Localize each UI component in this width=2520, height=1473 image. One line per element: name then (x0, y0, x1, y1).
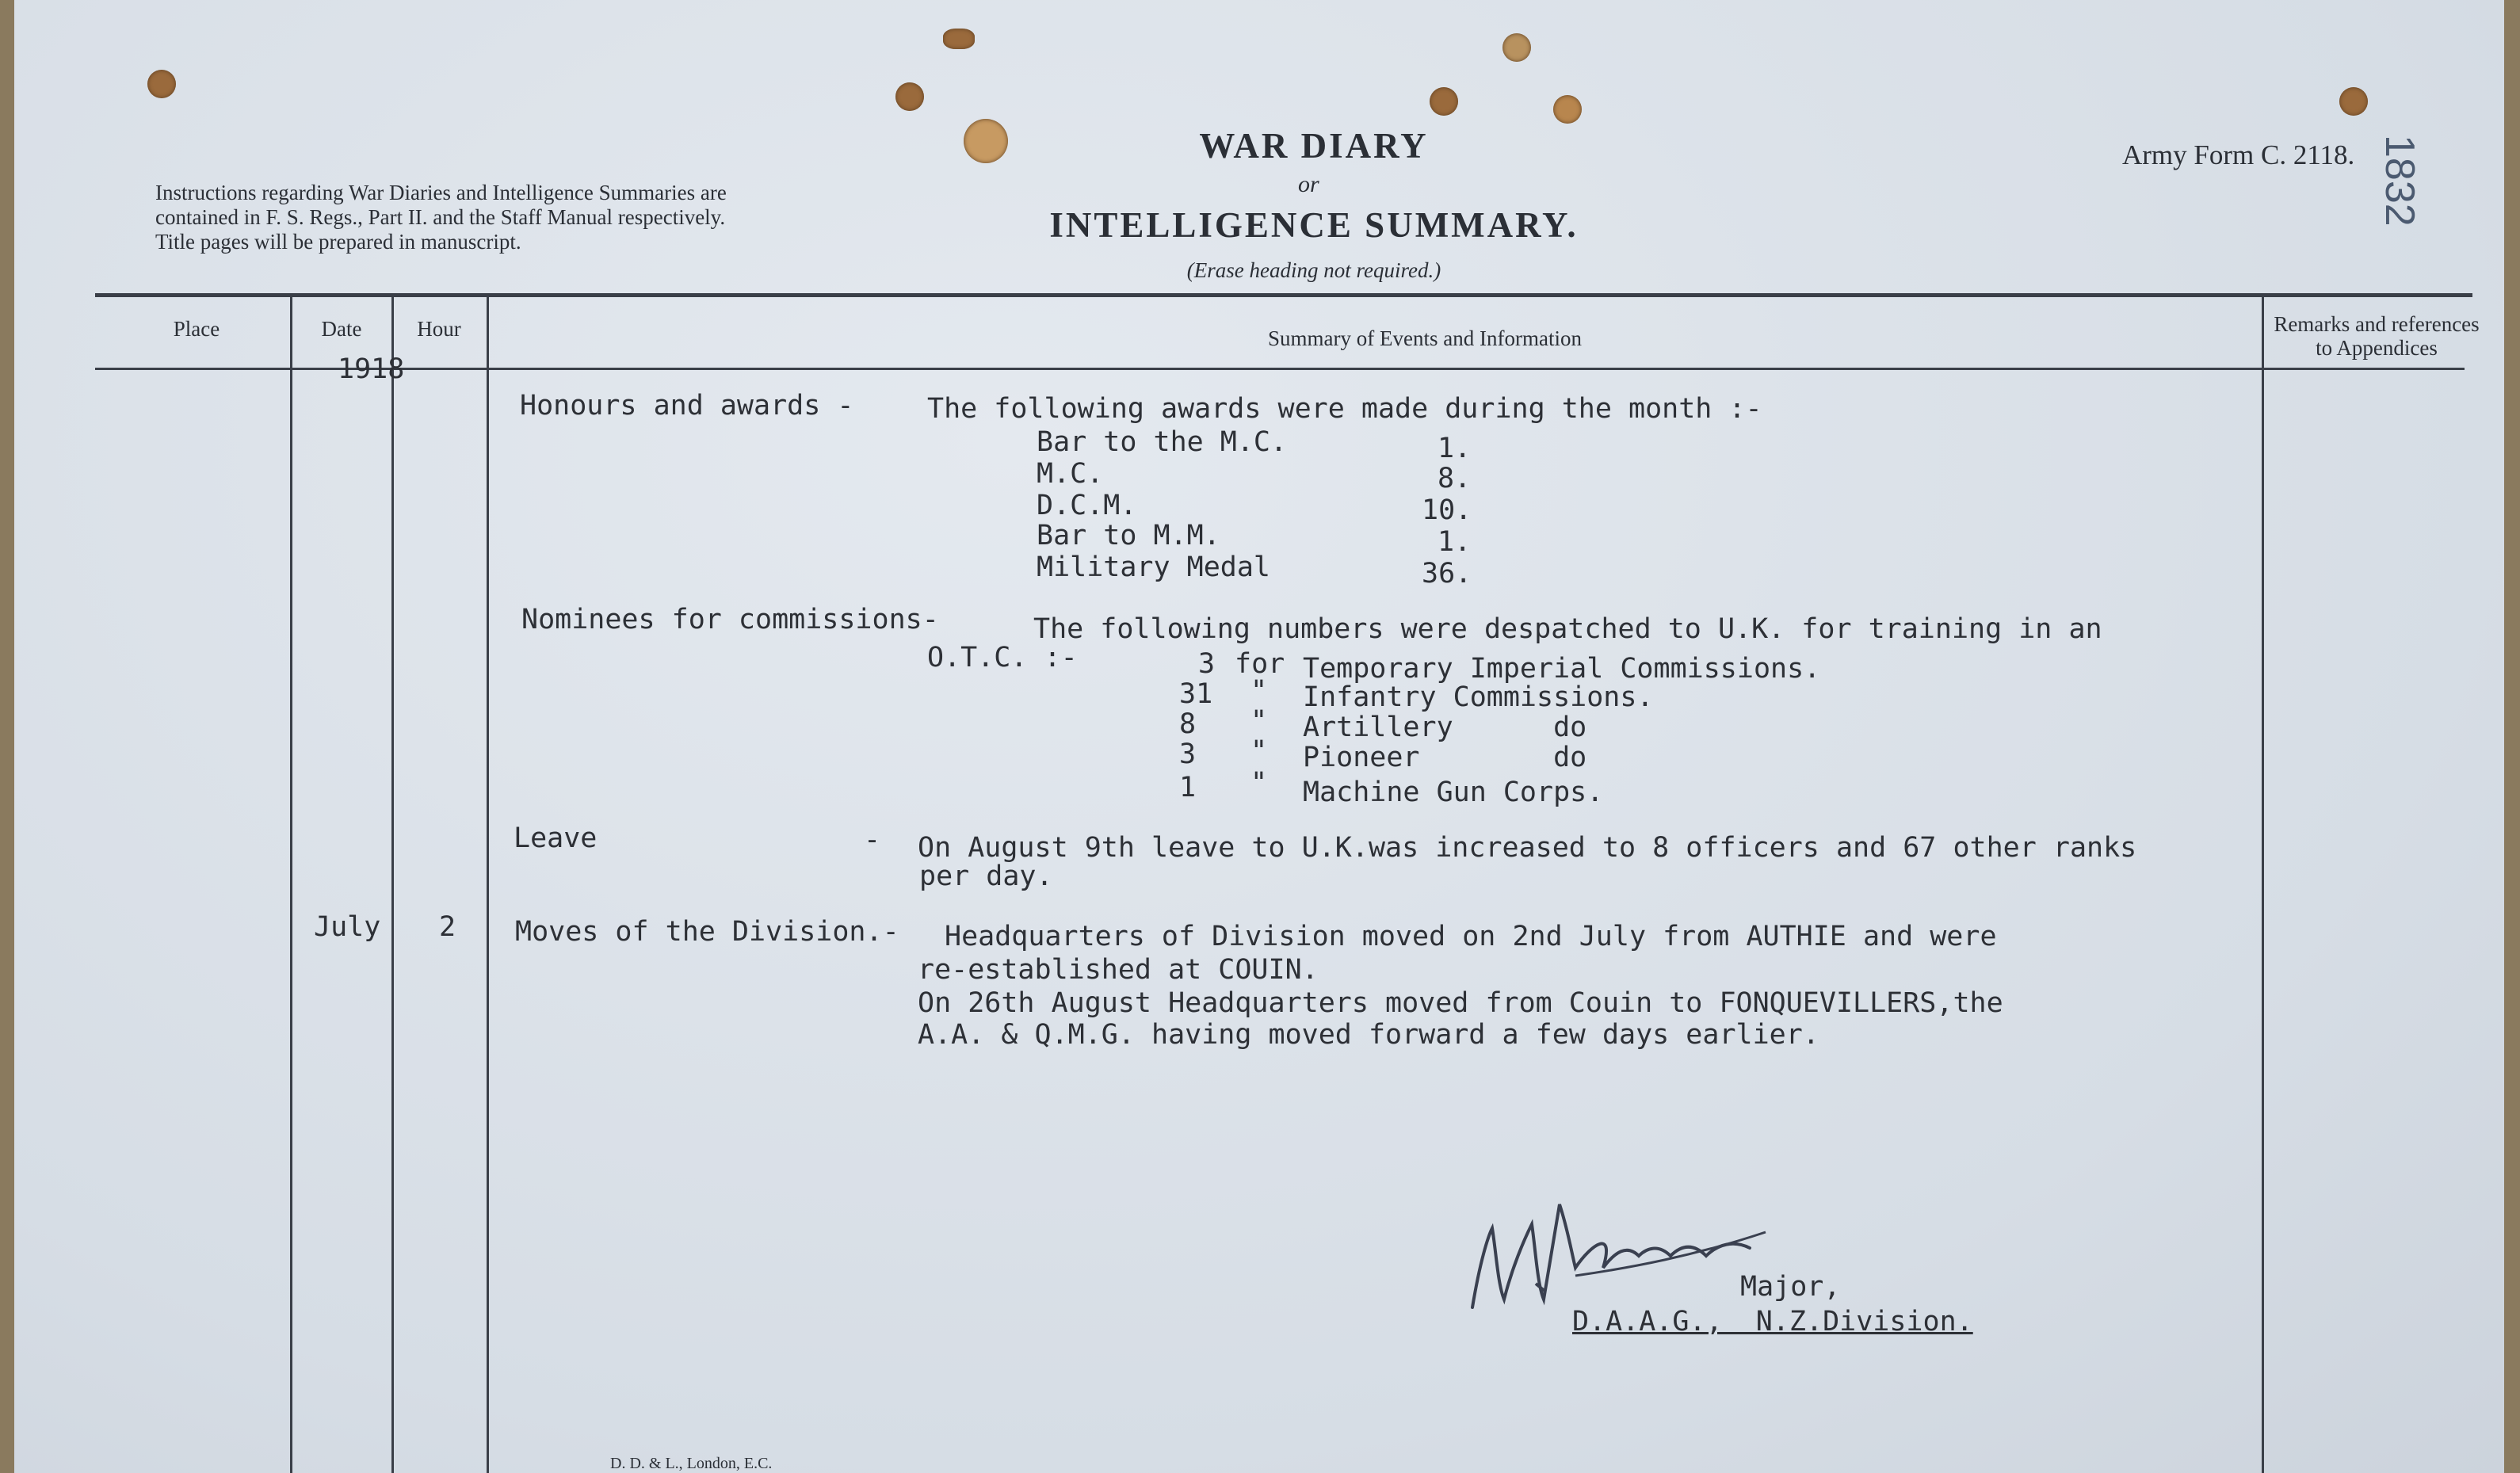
signatory-rank: Major, (1740, 1271, 1841, 1303)
moves-heading: Moves of the Division.- (515, 916, 899, 948)
nominee-ditto: " (1250, 705, 1268, 737)
signatory-title: D.A.A.G., N.Z.Division. (1572, 1306, 1973, 1338)
nominee-text: Artillery do (1303, 712, 1587, 743)
erase-note: (Erase heading not required.) (1186, 258, 1441, 282)
nominee-count: 3 (1179, 738, 1197, 770)
punch-hole (2339, 87, 2368, 116)
instructions-note: Instructions regarding War Diaries and Intelligence Summaries are contained in F. S. Regs., Part II. and the Staff Manual respectively. Title pages will be prepared in manuscript. (155, 181, 727, 254)
honours-intro: The following awards were made during the month :- (927, 393, 1762, 425)
punch-hole (1553, 95, 1582, 124)
entry-date: July (314, 911, 381, 943)
award-name: D.C.M. (1037, 490, 1137, 521)
moves-line: On 26th August Headquarters moved from Couin to FONQUEVILLERS,the (918, 987, 2003, 1019)
date-column-rule (391, 295, 394, 1473)
punch-hole (964, 119, 1008, 163)
nominee-ditto: for (1235, 648, 1285, 680)
moves-line: Headquarters of Division moved on 2nd July from AUTHIE and were (945, 921, 1997, 952)
otc-label: O.T.C. :- (927, 642, 1078, 674)
form-subtitle: INTELLIGENCE SUMMARY. (1049, 205, 1579, 245)
nominee-count: 1 (1179, 772, 1197, 803)
nominees-intro: The following numbers were despatched to U.K. for training in an (1033, 613, 2102, 645)
award-count: 1. (1438, 526, 1472, 558)
col-summary: Summary of Events and Information (1268, 326, 1582, 350)
nominee-ditto: " (1250, 735, 1268, 767)
entry-day: 2 (439, 911, 456, 943)
year: 1918 (338, 353, 405, 385)
moves-line: A.A. & Q.M.G. having moved forward a few days earlier. (918, 1019, 1819, 1051)
award-name: Bar to the M.C. (1037, 426, 1288, 458)
award-name: Military Medal (1037, 551, 1271, 583)
punch-hole (1502, 33, 1531, 62)
nominee-ditto: " (1250, 767, 1268, 799)
form-title: WAR DIARY (1199, 126, 1429, 166)
leave-dash: - (864, 824, 881, 856)
war-diary-page (14, 0, 2504, 1473)
leave-heading: Leave (514, 822, 598, 854)
award-count: 1. (1438, 433, 1472, 464)
form-or: or (1298, 171, 1319, 197)
honours-heading: Honours and awards - (520, 390, 854, 422)
hour-column-rule (487, 295, 489, 1473)
leave-line: On August 9th leave to U.K.was increased to 8 officers and 67 other ranks (918, 832, 2137, 864)
col-remarks: Remarks and references to Appendices (2274, 312, 2480, 360)
remarks-column-rule (2262, 295, 2264, 1473)
nominee-count: 31 (1179, 678, 1213, 710)
table-header-rule (95, 368, 2465, 370)
nominee-count: 3 (1198, 648, 1216, 680)
punch-hole (1430, 87, 1458, 116)
col-place: Place (173, 317, 220, 341)
col-date: Date (321, 317, 362, 341)
nominee-text: Machine Gun Corps. (1303, 777, 1604, 808)
place-column-rule (290, 295, 292, 1473)
page-number: 1832 (2377, 135, 2423, 227)
punch-hole (895, 82, 924, 111)
punch-hole (147, 70, 176, 98)
printer-imprint: D. D. & L., London, E.C. (610, 1455, 773, 1472)
award-count: 10. (1422, 494, 1472, 526)
nominee-ditto: " (1250, 675, 1268, 707)
leave-line: per day. (919, 861, 1053, 892)
award-name: M.C. (1037, 458, 1104, 490)
nominee-text: Pioneer do (1303, 742, 1587, 773)
nominee-count: 8 (1179, 708, 1197, 740)
award-name: Bar to M.M. (1037, 520, 1220, 551)
nominee-text: Temporary Imperial Commissions. (1303, 653, 1821, 685)
award-count: 8. (1438, 463, 1472, 494)
nominee-text: Infantry Commissions. (1303, 681, 1654, 713)
table-top-rule (95, 293, 2472, 297)
col-hour: Hour (417, 317, 461, 341)
award-count: 36. (1422, 558, 1472, 590)
nominees-heading: Nominees for commissions- (521, 604, 939, 635)
punch-hole (943, 29, 975, 49)
form-number: Army Form C. 2118. (2122, 139, 2355, 170)
moves-line: re-established at COUIN. (918, 954, 1319, 986)
